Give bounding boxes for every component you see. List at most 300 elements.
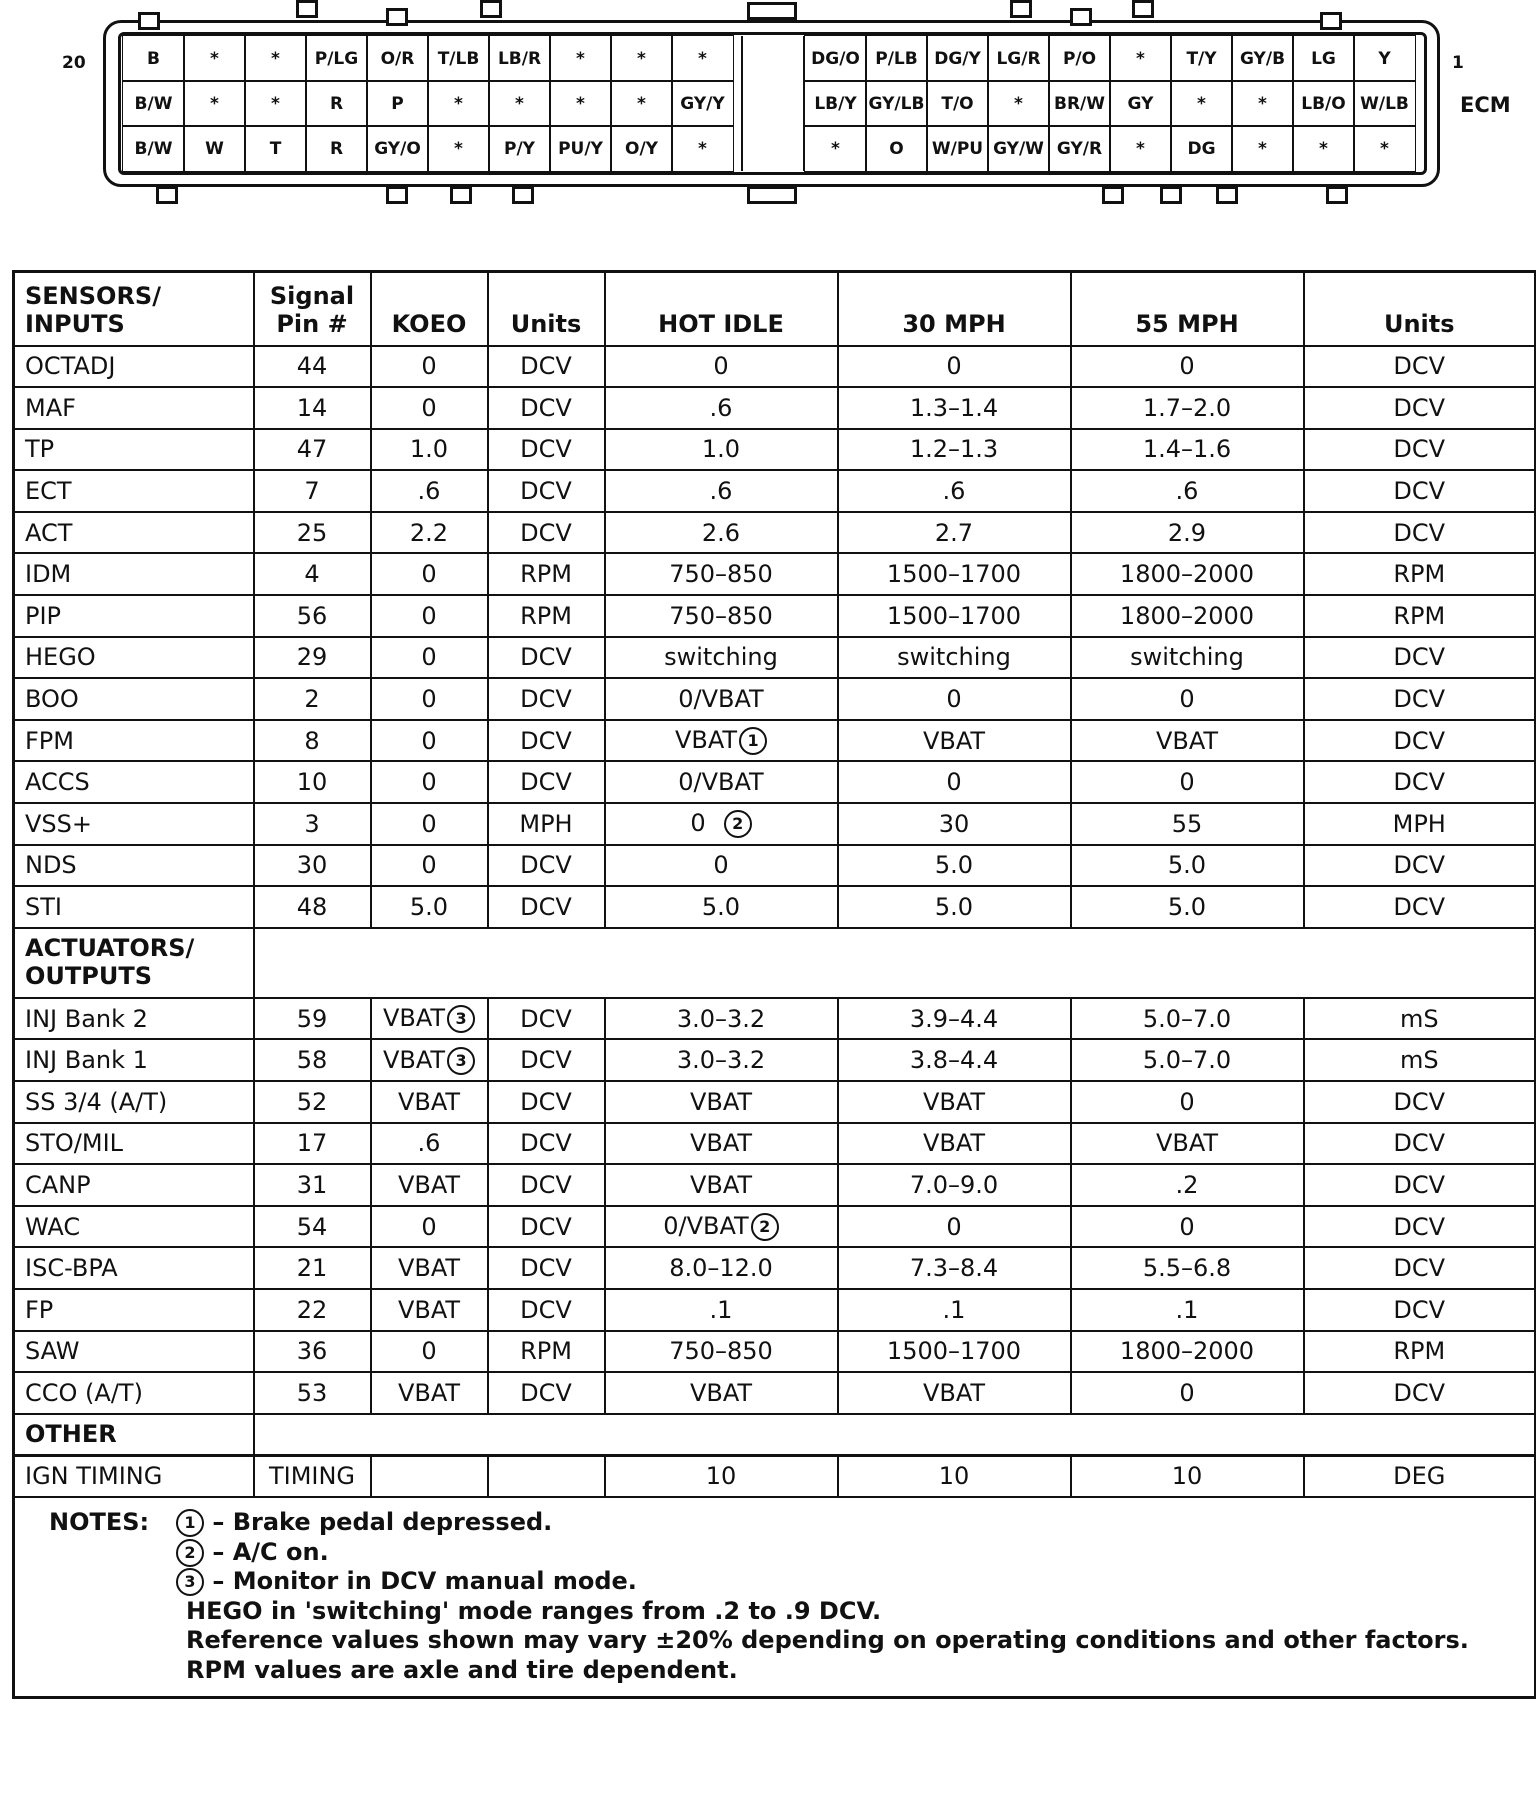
cell-mph55: .1 bbox=[1071, 1289, 1304, 1331]
cell-hot_idle: .6 bbox=[605, 387, 838, 429]
table-row bbox=[14, 1372, 1536, 1414]
cell-mph30: .6 bbox=[838, 470, 1071, 512]
cell-units: DCV bbox=[488, 637, 605, 679]
section-title: ACTUATORS/ OUTPUTS bbox=[14, 928, 254, 998]
cell-pin: 56 bbox=[254, 595, 371, 637]
cell-mph55: 5.0 bbox=[1071, 886, 1304, 928]
cell-mph30: switching bbox=[838, 637, 1071, 679]
cell-koeo: 2.2 bbox=[371, 512, 488, 554]
cell-units2: DCV bbox=[1304, 512, 1536, 554]
table-row bbox=[14, 761, 1536, 803]
note-text: Reference values shown may vary ±20% depending on operating conditions and other factors. bbox=[186, 1626, 1469, 1655]
pin-right-r3-c5: GY/R bbox=[1048, 125, 1111, 172]
cell-pin: 8 bbox=[254, 720, 371, 762]
pin-left-r3-c9: O/Y bbox=[610, 125, 673, 172]
cell-units2: DEG bbox=[1304, 1455, 1536, 1497]
pin-left-r1-c10: * bbox=[671, 35, 734, 82]
cell-koeo: .6 bbox=[371, 1123, 488, 1165]
cell-pin: 17 bbox=[254, 1123, 371, 1165]
cell-units: DCV bbox=[488, 886, 605, 928]
pin-left-r2-c4: R bbox=[305, 80, 368, 127]
pin-right-r3-c9: * bbox=[1292, 125, 1355, 172]
pin-left-r1-c7: LB/R bbox=[488, 35, 551, 82]
footnote-3-marker: 3 bbox=[447, 1005, 475, 1033]
pin-left-r1-c2: * bbox=[183, 35, 246, 82]
cell-name: SAW bbox=[14, 1331, 254, 1373]
cell-units: DCV bbox=[488, 387, 605, 429]
table-row bbox=[14, 637, 1536, 679]
cell-hot_idle: 0/VBAT bbox=[605, 678, 838, 720]
connector-tab bbox=[1102, 186, 1124, 204]
cell-mph30: 5.0 bbox=[838, 886, 1071, 928]
cell-units2: DCV bbox=[1304, 761, 1536, 803]
cell-koeo: 0 bbox=[371, 803, 488, 845]
pin-right-r3-c10: * bbox=[1353, 125, 1416, 172]
cell-koeo: VBAT bbox=[371, 1289, 488, 1331]
pin-right-r2-c1: LB/Y bbox=[804, 80, 867, 127]
column-header: Units bbox=[488, 272, 605, 346]
cell-mph30: 0 bbox=[838, 678, 1071, 720]
pin-right-r2-c10: W/LB bbox=[1353, 80, 1416, 127]
pin-right-r1-c3: DG/Y bbox=[926, 35, 989, 82]
cell-mph30: 0 bbox=[838, 1206, 1071, 1248]
cell-koeo: 0 bbox=[371, 720, 488, 762]
cell-name: HEGO bbox=[14, 637, 254, 679]
cell-name: CCO (A/T) bbox=[14, 1372, 254, 1414]
table-row bbox=[14, 1081, 1536, 1123]
table-row bbox=[14, 346, 1536, 388]
cell-koeo: VBAT bbox=[371, 1164, 488, 1206]
cell-koeo: 1.0 bbox=[371, 429, 488, 471]
cell-pin: 52 bbox=[254, 1081, 371, 1123]
cell-hot_idle: 3.0–3.2 bbox=[605, 998, 838, 1040]
pin-right-r2-c7: * bbox=[1170, 80, 1233, 127]
cell-hot_idle: 3.0–3.2 bbox=[605, 1039, 838, 1081]
cell-hot_idle: 750–850 bbox=[605, 1331, 838, 1373]
cell-pin: 44 bbox=[254, 346, 371, 388]
cell-mph30: 0 bbox=[838, 346, 1071, 388]
cell-mph30: 1500–1700 bbox=[838, 595, 1071, 637]
diagnostic-values-table bbox=[12, 270, 1536, 1699]
pin-20-label: 20 bbox=[62, 53, 86, 73]
cell-mph30: 1.3–1.4 bbox=[838, 387, 1071, 429]
note-text: RPM values are axle and tire dependent. bbox=[186, 1655, 738, 1684]
table-row bbox=[14, 1289, 1536, 1331]
cell-mph55: 0 bbox=[1071, 761, 1304, 803]
pin-right-r2-c5: BR/W bbox=[1048, 80, 1111, 127]
pin-right-r1-c8: GY/B bbox=[1231, 35, 1294, 82]
pin-right-r1-c10: Y bbox=[1353, 35, 1416, 82]
cell-pin: 10 bbox=[254, 761, 371, 803]
cell-koeo: 0 bbox=[371, 1331, 488, 1373]
table-row bbox=[14, 1039, 1536, 1081]
cell-name: IGN TIMING bbox=[14, 1455, 254, 1497]
cell-units2: RPM bbox=[1304, 553, 1536, 595]
cell-mph55: 10 bbox=[1071, 1455, 1304, 1497]
pin-right-r2-c2: GY/LB bbox=[865, 80, 928, 127]
cell-pin: 4 bbox=[254, 553, 371, 595]
pin-left-r1-c4: P/LG bbox=[305, 35, 368, 82]
cell-mph30: VBAT bbox=[838, 1372, 1071, 1414]
pin-left-r1-c9: * bbox=[610, 35, 673, 82]
pin-left-r3-c1: B/W bbox=[122, 125, 185, 172]
cell-hot_idle: 0/VBAT 2 bbox=[605, 1206, 838, 1248]
cell-hot_idle: VBAT bbox=[605, 1123, 838, 1165]
pin-left-r2-c8: * bbox=[549, 80, 612, 127]
pin-left-r1-c6: T/LB bbox=[427, 35, 490, 82]
cell-pin: 54 bbox=[254, 1206, 371, 1248]
table-row bbox=[14, 1164, 1536, 1206]
notes-block bbox=[14, 1497, 1536, 1697]
cell-hot_idle: 2.6 bbox=[605, 512, 838, 554]
column-header: 30 MPH bbox=[838, 272, 1071, 346]
cell-units: RPM bbox=[488, 1331, 605, 1373]
pin-left-r3-c10: * bbox=[671, 125, 734, 172]
cell-units: RPM bbox=[488, 595, 605, 637]
cell-units2: DCV bbox=[1304, 1247, 1536, 1289]
pin-right-r3-c3: W/PU bbox=[926, 125, 989, 172]
cell-mph30: 3.8–4.4 bbox=[838, 1039, 1071, 1081]
cell-hot_idle: VBAT bbox=[605, 1081, 838, 1123]
table-row bbox=[14, 1331, 1536, 1373]
pin-right-r3-c8: * bbox=[1231, 125, 1294, 172]
cell-koeo: 5.0 bbox=[371, 886, 488, 928]
connector-tab bbox=[480, 0, 502, 18]
cell-koeo: 0 bbox=[371, 387, 488, 429]
cell-mph55: 55 bbox=[1071, 803, 1304, 845]
note-item: 2 – A/C on. bbox=[174, 1538, 1534, 1568]
pin-right-r3-c1: * bbox=[804, 125, 867, 172]
cell-mph55: 1.4–1.6 bbox=[1071, 429, 1304, 471]
cell-name: NDS bbox=[14, 845, 254, 887]
cell-hot_idle: 0/VBAT bbox=[605, 761, 838, 803]
cell-hot_idle: VBAT 1 bbox=[605, 720, 838, 762]
cell-hot_idle: 750–850 bbox=[605, 595, 838, 637]
cell-mph30: 3.9–4.4 bbox=[838, 998, 1071, 1040]
section-spacer bbox=[254, 1414, 1536, 1456]
cell-units2: DCV bbox=[1304, 1206, 1536, 1248]
cell-mph30: 10 bbox=[838, 1455, 1071, 1497]
section-row bbox=[14, 1414, 1536, 1456]
cell-units2: DCV bbox=[1304, 1289, 1536, 1331]
cell-units: DCV bbox=[488, 678, 605, 720]
note-item: 1 – Brake pedal depressed. bbox=[174, 1508, 1534, 1538]
cell-units: DCV bbox=[488, 720, 605, 762]
cell-hot_idle: 0 bbox=[605, 346, 838, 388]
cell-pin: 30 bbox=[254, 845, 371, 887]
pin-right-r2-c4: * bbox=[987, 80, 1050, 127]
cell-koeo: 0 bbox=[371, 595, 488, 637]
cell-mph55: .6 bbox=[1071, 470, 1304, 512]
cell-units: DCV bbox=[488, 998, 605, 1040]
cell-units2: RPM bbox=[1304, 595, 1536, 637]
cell-hot_idle: 5.0 bbox=[605, 886, 838, 928]
cell-units2: DCV bbox=[1304, 470, 1536, 512]
column-header: KOEO bbox=[371, 272, 488, 346]
table-row bbox=[14, 720, 1536, 762]
cell-koeo: VBAT bbox=[371, 1081, 488, 1123]
table-row bbox=[14, 1206, 1536, 1248]
pin-right-r3-c6: * bbox=[1109, 125, 1172, 172]
cell-units: DCV bbox=[488, 761, 605, 803]
footnote-1-marker: 1 bbox=[176, 1509, 204, 1537]
pin-right-r1-c4: LG/R bbox=[987, 35, 1050, 82]
connector-pins-right bbox=[805, 36, 1415, 171]
cell-koeo: 0 bbox=[371, 637, 488, 679]
pin-left-r3-c4: R bbox=[305, 125, 368, 172]
cell-units: DCV bbox=[488, 429, 605, 471]
connector-tab bbox=[138, 12, 160, 30]
pin-left-r2-c6: * bbox=[427, 80, 490, 127]
pin-left-r3-c5: GY/O bbox=[366, 125, 429, 172]
cell-mph55: 1800–2000 bbox=[1071, 595, 1304, 637]
cell-mph55: 1.7–2.0 bbox=[1071, 387, 1304, 429]
cell-name: IDM bbox=[14, 553, 254, 595]
cell-name: INJ Bank 2 bbox=[14, 998, 254, 1040]
cell-name: FPM bbox=[14, 720, 254, 762]
cell-mph55: VBAT bbox=[1071, 1123, 1304, 1165]
cell-units: DCV bbox=[488, 1164, 605, 1206]
cell-pin: 53 bbox=[254, 1372, 371, 1414]
pin-left-r3-c3: T bbox=[244, 125, 307, 172]
pin-left-r2-c10: GY/Y bbox=[671, 80, 734, 127]
connector-tab bbox=[156, 186, 178, 204]
section-title: OTHER bbox=[14, 1414, 254, 1456]
cell-mph30: 1.2–1.3 bbox=[838, 429, 1071, 471]
cell-mph55: 0 bbox=[1071, 1206, 1304, 1248]
cell-mph30: 7.3–8.4 bbox=[838, 1247, 1071, 1289]
section-row bbox=[14, 928, 1536, 998]
pin-right-r1-c6: * bbox=[1109, 35, 1172, 82]
connector-tab bbox=[296, 0, 318, 18]
cell-name: BOO bbox=[14, 678, 254, 720]
table-row bbox=[14, 512, 1536, 554]
cell-mph30: 1500–1700 bbox=[838, 553, 1071, 595]
cell-units2: MPH bbox=[1304, 803, 1536, 845]
cell-koeo: VBAT bbox=[371, 1247, 488, 1289]
cell-koeo: 0 bbox=[371, 346, 488, 388]
cell-pin: 7 bbox=[254, 470, 371, 512]
cell-pin: 36 bbox=[254, 1331, 371, 1373]
pin-left-r1-c1: B bbox=[122, 35, 185, 82]
cell-koeo: VBAT bbox=[371, 1372, 488, 1414]
pin-left-r2-c5: P bbox=[366, 80, 429, 127]
cell-units: DCV bbox=[488, 512, 605, 554]
cell-mph55: 1800–2000 bbox=[1071, 1331, 1304, 1373]
cell-name: VSS+ bbox=[14, 803, 254, 845]
cell-name: FP bbox=[14, 1289, 254, 1331]
pin-left-r3-c6: * bbox=[427, 125, 490, 172]
cell-name: ACT bbox=[14, 512, 254, 554]
column-header: HOT IDLE bbox=[605, 272, 838, 346]
cell-pin: 21 bbox=[254, 1247, 371, 1289]
cell-units: RPM bbox=[488, 553, 605, 595]
cell-mph55: 1800–2000 bbox=[1071, 553, 1304, 595]
cell-name: WAC bbox=[14, 1206, 254, 1248]
notes-label: NOTES: bbox=[49, 1507, 150, 1536]
cell-units: MPH bbox=[488, 803, 605, 845]
pin-right-r1-c1: DG/O bbox=[804, 35, 867, 82]
footnote-2-marker: 2 bbox=[751, 1213, 779, 1241]
table-row bbox=[14, 1455, 1536, 1497]
cell-mph55: 5.0 bbox=[1071, 845, 1304, 887]
cell-name: INJ Bank 1 bbox=[14, 1039, 254, 1081]
cell-mph55: 0 bbox=[1071, 346, 1304, 388]
table-row bbox=[14, 803, 1536, 845]
cell-name: OCTADJ bbox=[14, 346, 254, 388]
pin-left-r3-c8: PU/Y bbox=[549, 125, 612, 172]
cell-koeo: VBAT 3 bbox=[371, 1039, 488, 1081]
cell-mph55: 5.0–7.0 bbox=[1071, 1039, 1304, 1081]
cell-koeo: 0 bbox=[371, 678, 488, 720]
cell-units: DCV bbox=[488, 1247, 605, 1289]
table-row bbox=[14, 553, 1536, 595]
cell-name: ACCS bbox=[14, 761, 254, 803]
table-row bbox=[14, 678, 1536, 720]
cell-units2: DCV bbox=[1304, 1164, 1536, 1206]
cell-name: PIP bbox=[14, 595, 254, 637]
cell-hot_idle: VBAT bbox=[605, 1372, 838, 1414]
pin-right-r2-c3: T/O bbox=[926, 80, 989, 127]
pin-left-r1-c5: O/R bbox=[366, 35, 429, 82]
table-row bbox=[14, 998, 1536, 1040]
ecm-connector-diagram bbox=[0, 0, 1536, 215]
pin-right-r3-c7: DG bbox=[1170, 125, 1233, 172]
pin-left-r3-c7: P/Y bbox=[488, 125, 551, 172]
cell-units: DCV bbox=[488, 1289, 605, 1331]
connector-tab bbox=[1132, 0, 1154, 18]
cell-mph55: 5.5–6.8 bbox=[1071, 1247, 1304, 1289]
pin-left-r2-c9: * bbox=[610, 80, 673, 127]
cell-koeo: 0 bbox=[371, 761, 488, 803]
connector-tab bbox=[512, 186, 534, 204]
cell-pin: TIMING bbox=[254, 1455, 371, 1497]
pin-left-r3-c2: W bbox=[183, 125, 246, 172]
cell-koeo: .6 bbox=[371, 470, 488, 512]
cell-units2: DCV bbox=[1304, 346, 1536, 388]
column-header: Signal Pin # bbox=[254, 272, 371, 346]
cell-name: STI bbox=[14, 886, 254, 928]
footnote-3-marker: 3 bbox=[176, 1568, 204, 1596]
cell-units: DCV bbox=[488, 1123, 605, 1165]
cell-units2: DCV bbox=[1304, 429, 1536, 471]
cell-units: DCV bbox=[488, 1039, 605, 1081]
cell-units: DCV bbox=[488, 346, 605, 388]
pin-left-r2-c2: * bbox=[183, 80, 246, 127]
cell-mph55: 2.9 bbox=[1071, 512, 1304, 554]
column-header: 55 MPH bbox=[1071, 272, 1304, 346]
cell-mph30: 7.0–9.0 bbox=[838, 1164, 1071, 1206]
connector-tab bbox=[747, 2, 797, 20]
column-header: SENSORS/ INPUTS bbox=[14, 272, 254, 346]
cell-koeo: 0 bbox=[371, 1206, 488, 1248]
cell-mph55: switching bbox=[1071, 637, 1304, 679]
cell-pin: 48 bbox=[254, 886, 371, 928]
connector-key bbox=[741, 36, 805, 171]
cell-units2: DCV bbox=[1304, 387, 1536, 429]
cell-mph30: VBAT bbox=[838, 1081, 1071, 1123]
cell-units: DCV bbox=[488, 1206, 605, 1248]
cell-koeo: 0 bbox=[371, 845, 488, 887]
cell-hot_idle: switching bbox=[605, 637, 838, 679]
cell-name: SS 3/4 (A/T) bbox=[14, 1081, 254, 1123]
pin-right-r2-c9: LB/O bbox=[1292, 80, 1355, 127]
cell-hot_idle: 10 bbox=[605, 1455, 838, 1497]
cell-units2: DCV bbox=[1304, 1081, 1536, 1123]
cell-hot_idle: .1 bbox=[605, 1289, 838, 1331]
cell-units2: DCV bbox=[1304, 886, 1536, 928]
connector-tab bbox=[1216, 186, 1238, 204]
table-row bbox=[14, 1247, 1536, 1289]
connector-tab bbox=[386, 186, 408, 204]
cell-pin: 47 bbox=[254, 429, 371, 471]
cell-units2: DCV bbox=[1304, 720, 1536, 762]
cell-mph55: 0 bbox=[1071, 678, 1304, 720]
cell-name: ISC-BPA bbox=[14, 1247, 254, 1289]
cell-units2: mS bbox=[1304, 998, 1536, 1040]
cell-units: DCV bbox=[488, 845, 605, 887]
table-row bbox=[14, 387, 1536, 429]
table-row bbox=[14, 886, 1536, 928]
cell-units2: RPM bbox=[1304, 1331, 1536, 1373]
note-text: HEGO in 'switching' mode ranges from .2 to .9 DCV. bbox=[186, 1596, 882, 1625]
cell-pin: 29 bbox=[254, 637, 371, 679]
note-item: 3 – Monitor in DCV manual mode. bbox=[174, 1567, 1534, 1597]
pin-left-r1-c8: * bbox=[549, 35, 612, 82]
footnote-2-marker: 2 bbox=[176, 1539, 204, 1567]
cell-mph30: 5.0 bbox=[838, 845, 1071, 887]
cell-hot_idle: 0 2 bbox=[605, 803, 838, 845]
connector-tab bbox=[1160, 186, 1182, 204]
cell-pin: 2 bbox=[254, 678, 371, 720]
section-spacer bbox=[254, 928, 1536, 998]
cell-koeo: 0 bbox=[371, 553, 488, 595]
pin-left-r1-c3: * bbox=[244, 35, 307, 82]
cell-hot_idle: 1.0 bbox=[605, 429, 838, 471]
cell-mph30: VBAT bbox=[838, 720, 1071, 762]
cell-mph30: 1500–1700 bbox=[838, 1331, 1071, 1373]
connector-tab bbox=[450, 186, 472, 204]
cell-mph30: 30 bbox=[838, 803, 1071, 845]
table-row bbox=[14, 429, 1536, 471]
cell-units2: DCV bbox=[1304, 1372, 1536, 1414]
connector-pins-left bbox=[123, 36, 733, 171]
cell-mph55: 5.0–7.0 bbox=[1071, 998, 1304, 1040]
cell-koeo bbox=[371, 1455, 488, 1497]
connector-tab bbox=[1320, 12, 1342, 30]
cell-pin: 31 bbox=[254, 1164, 371, 1206]
cell-hot_idle: VBAT bbox=[605, 1164, 838, 1206]
cell-units2: mS bbox=[1304, 1039, 1536, 1081]
cell-units: DCV bbox=[488, 470, 605, 512]
cell-mph55: .2 bbox=[1071, 1164, 1304, 1206]
cell-mph30: 2.7 bbox=[838, 512, 1071, 554]
cell-hot_idle: 0 bbox=[605, 845, 838, 887]
cell-hot_idle: 8.0–12.0 bbox=[605, 1247, 838, 1289]
connector-tab bbox=[1070, 8, 1092, 26]
cell-mph55: 0 bbox=[1071, 1372, 1304, 1414]
cell-name: CANP bbox=[14, 1164, 254, 1206]
cell-mph30: VBAT bbox=[838, 1123, 1071, 1165]
pin-right-r1-c5: P/O bbox=[1048, 35, 1111, 82]
cell-units2: DCV bbox=[1304, 845, 1536, 887]
pin-1-label: 1 bbox=[1452, 53, 1464, 73]
connector-tab bbox=[386, 8, 408, 26]
cell-mph55: VBAT bbox=[1071, 720, 1304, 762]
cell-name: TP bbox=[14, 429, 254, 471]
cell-hot_idle: 750–850 bbox=[605, 553, 838, 595]
pin-left-r2-c7: * bbox=[488, 80, 551, 127]
